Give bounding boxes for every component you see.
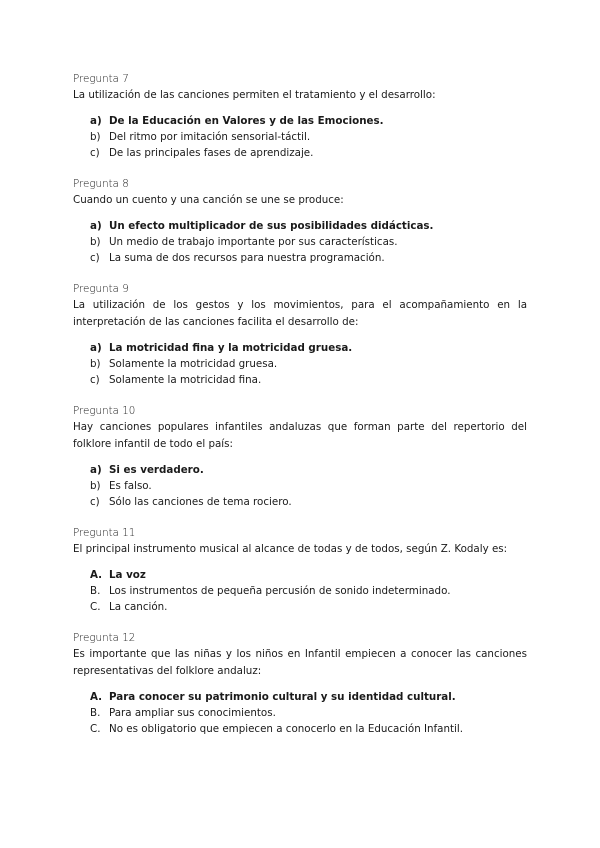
question-text: El principal instrumento musical al alcance de todas y de todos, según Z. Kodaly es: <box>73 543 508 555</box>
option-text: Solamente la motricidad fina. <box>109 374 262 386</box>
answer-option-b <box>73 129 527 145</box>
answer-option-a <box>73 218 527 234</box>
answer-option-a <box>73 113 527 129</box>
answer-options <box>73 340 527 388</box>
question-12 <box>73 630 527 737</box>
option-letter: C. <box>90 601 101 613</box>
option-letter: B. <box>90 585 101 597</box>
option-text: Para ampliar sus conocimientos. <box>109 707 276 719</box>
option-text: La suma de dos recursos para nuestra programación. <box>109 252 385 264</box>
question-text: Es importante que las niñas y los niños en Infantil empiecen a conocer las canciones representativas del folklore andaluz: <box>73 648 527 677</box>
option-text: Para conocer su patrimonio cultural y su identidad cultural. <box>109 691 456 703</box>
answer-options <box>73 689 527 737</box>
option-text: Los instrumentos de pequeña percusión de sonido indeterminado. <box>109 585 451 597</box>
question-9 <box>73 281 527 388</box>
option-letter: A. <box>90 569 103 581</box>
option-letter: a) <box>90 115 102 127</box>
option-letter: A. <box>90 691 103 703</box>
option-text: De las principales fases de aprendizaje. <box>109 147 314 159</box>
question-title: Pregunta 7 <box>73 73 129 85</box>
answer-option-b <box>73 356 527 372</box>
option-letter: c) <box>90 147 100 159</box>
option-letter: c) <box>90 252 100 264</box>
question-text: Hay canciones populares infantiles andaluzas que forman parte del repertorio del folklore infantil de todo el país: <box>73 421 527 450</box>
question-text: La utilización de los gestos y los movimientos, para el acompañamiento en la interpretación de las canciones facilita el desarrollo de: <box>73 299 527 328</box>
option-letter: c) <box>90 374 100 386</box>
answer-options <box>73 113 527 161</box>
answer-option-c <box>73 372 527 388</box>
option-letter: b) <box>90 131 101 143</box>
answer-options <box>73 462 527 510</box>
answer-option-a <box>73 567 527 583</box>
option-letter: a) <box>90 464 102 476</box>
option-text: Solamente la motricidad gruesa. <box>109 358 278 370</box>
option-letter: a) <box>90 220 102 232</box>
answer-option-c <box>73 599 527 615</box>
option-letter: B. <box>90 707 101 719</box>
question-title: Pregunta 11 <box>73 527 136 539</box>
answer-option-b <box>73 583 527 599</box>
answer-option-b <box>73 478 527 494</box>
answer-option-a <box>73 689 527 705</box>
option-letter: a) <box>90 342 102 354</box>
question-text: La utilización de las canciones permiten el tratamiento y el desarrollo: <box>73 89 436 101</box>
question-10 <box>73 403 527 510</box>
answer-option-c <box>73 145 527 161</box>
question-title: Pregunta 10 <box>73 405 136 417</box>
answer-option-a <box>73 462 527 478</box>
option-text: Si es verdadero. <box>109 464 204 476</box>
option-text: Sólo las canciones de tema rociero. <box>109 496 292 508</box>
question-7 <box>73 71 527 161</box>
question-title: Pregunta 8 <box>73 178 129 190</box>
option-text: Del ritmo por imitación sensorial-táctil. <box>109 131 311 143</box>
question-title: Pregunta 9 <box>73 283 129 295</box>
answer-option-b <box>73 705 527 721</box>
option-letter: b) <box>90 358 101 370</box>
answer-options <box>73 567 527 615</box>
option-text: La voz <box>109 569 146 581</box>
question-title: Pregunta 12 <box>73 632 136 644</box>
option-text: La canción. <box>109 601 168 613</box>
option-text: No es obligatorio que empiecen a conocerlo en la Educación Infantil. <box>109 723 464 735</box>
answer-options <box>73 218 527 266</box>
answer-option-c <box>73 494 527 510</box>
option-letter: b) <box>90 236 101 248</box>
option-text: De la Educación en Valores y de las Emociones. <box>109 115 384 127</box>
option-letter: b) <box>90 480 101 492</box>
answer-option-c <box>73 721 527 737</box>
option-text: Es falso. <box>109 480 152 492</box>
question-8 <box>73 176 527 266</box>
answer-option-b <box>73 234 527 250</box>
option-text: Un efecto multiplicador de sus posibilidades didácticas. <box>109 220 434 232</box>
option-text: La motricidad fina y la motricidad gruesa. <box>109 342 353 354</box>
question-text: Cuando un cuento y una canción se une se produce: <box>73 194 344 206</box>
option-letter: c) <box>90 496 100 508</box>
question-11 <box>73 525 527 615</box>
answer-option-c <box>73 250 527 266</box>
answer-option-a <box>73 340 527 356</box>
option-text: Un medio de trabajo importante por sus características. <box>109 236 398 248</box>
option-letter: C. <box>90 723 101 735</box>
